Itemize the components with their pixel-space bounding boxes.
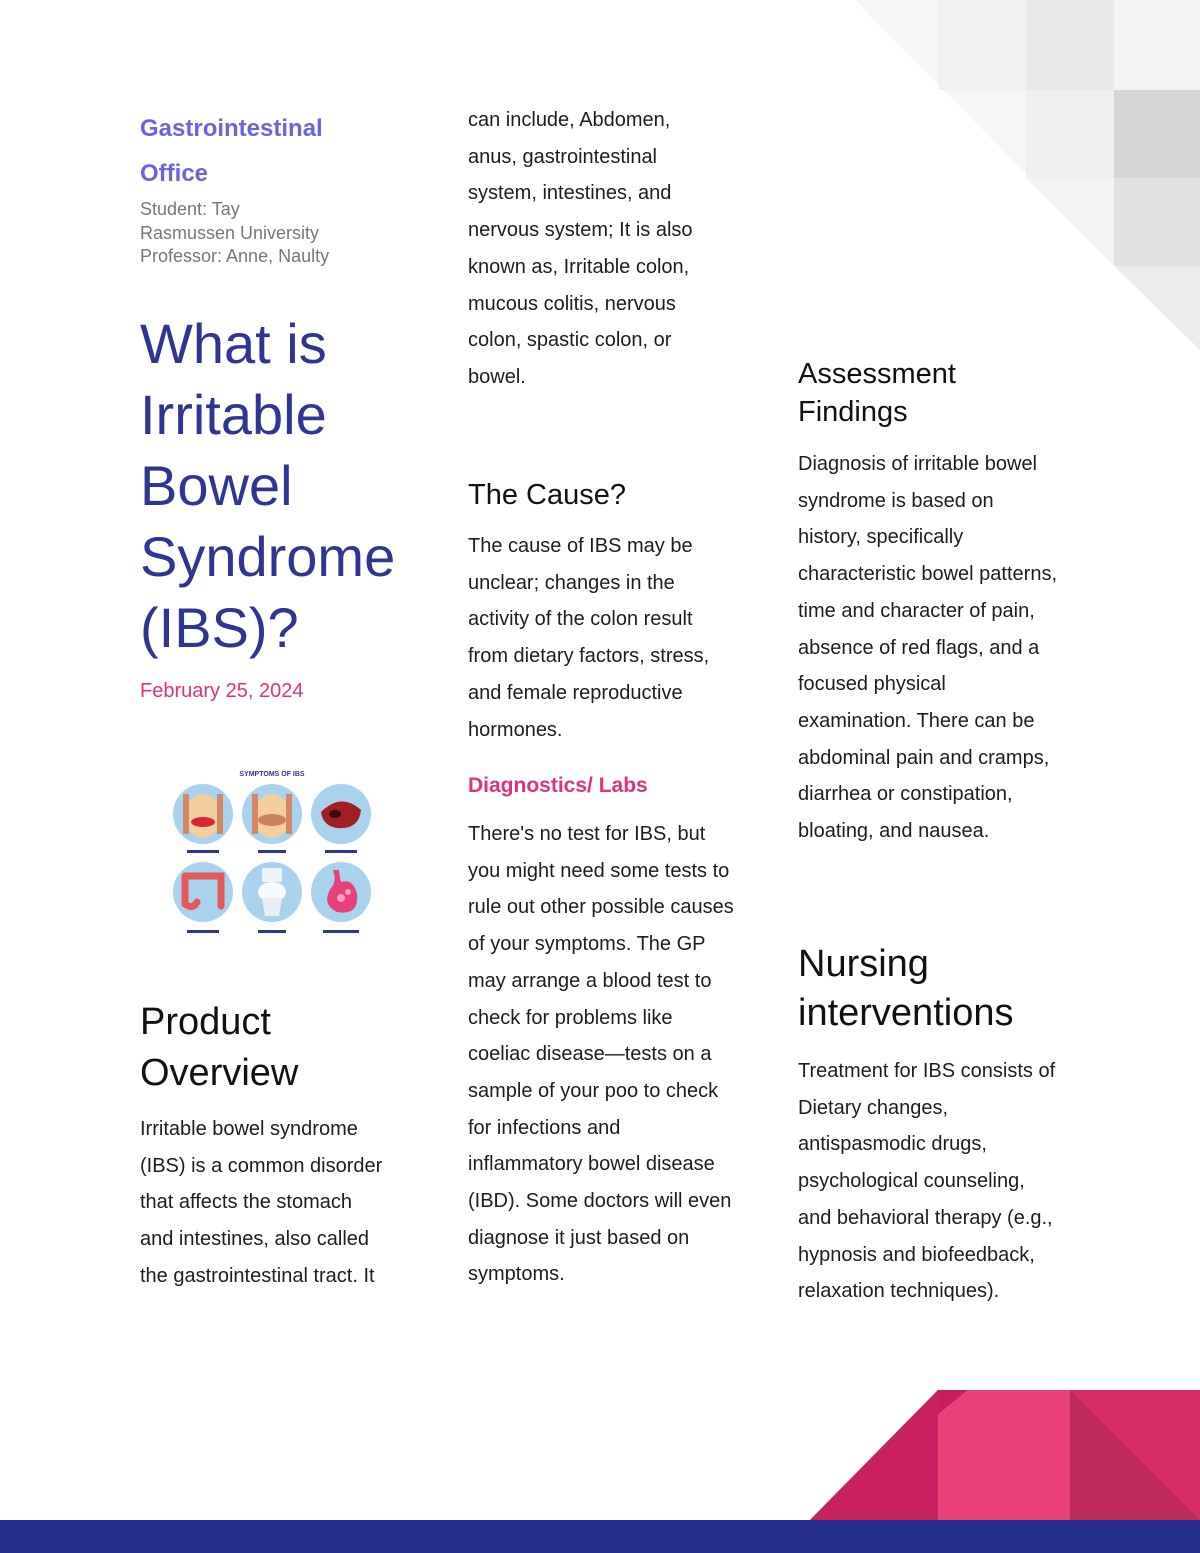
toilet-icon xyxy=(242,862,302,933)
abdomen-pain-icon xyxy=(173,784,233,853)
nursing-text: Treatment for IBS consists of Dietary changes, antispasmodic drugs, psychological counseling, and behavioral therapy (e.g., hypnosis and biofeedback, relaxation techniques). xyxy=(798,1060,1056,1303)
diagnostics-heading: Diagnostics/ Labs xyxy=(468,774,648,797)
bloating-icon xyxy=(311,784,371,853)
continuation-text: can include, Abdomen, anus, gastrointestinal system, intestines, and nervous system; It is also known as, Irritable colon, mucous colitis, nervous colon, spastic colon, or bowel. xyxy=(468,109,693,388)
page-title: What is Irritable Bowel Syndrome (IBS)? xyxy=(140,312,396,659)
assessment-heading: Assessment Findings xyxy=(798,358,956,428)
document-date: February 25, 2024 xyxy=(140,680,304,702)
figure-heading: SYMPTOMS OF IBS xyxy=(239,771,305,778)
pink-corner-decoration xyxy=(810,1390,1200,1520)
cause-text: The cause of IBS may be unclear; changes in the activity of the colon result from dietary factors, stress, and female reproductive hormones. xyxy=(468,535,710,741)
cause-heading: The Cause? xyxy=(468,479,626,511)
author-info xyxy=(140,198,400,269)
stomach-icon xyxy=(311,862,371,933)
footer-bar xyxy=(0,1520,1200,1553)
assessment-text: Diagnosis of irritable bowel syndrome is based on history, specifically characteristic bowel patterns, time and character of pain, absence of red flags, and a focused physical examination. There can be abdominal pain and cramps, diarrhea or constipation, bloating, and nausea. xyxy=(798,453,1058,843)
university-line: Rasmussen University xyxy=(140,222,320,243)
office-name: Gastrointestinal Office xyxy=(140,115,323,187)
cramping-icon xyxy=(242,784,302,853)
product-overview-heading: Product Overview xyxy=(140,1001,299,1094)
intestines-icon xyxy=(173,862,233,933)
ibs-symptoms-figure xyxy=(165,764,379,940)
student-line: Student: Tay xyxy=(140,199,240,219)
professor-line: Professor: Anne, Naulty xyxy=(140,246,330,266)
product-overview-text: Irritable bowel syndrome (IBS) is a common disorder that affects the stomach and intestines, also called the gastrointestinal tract. It xyxy=(140,1118,383,1287)
grey-mosaic-decoration xyxy=(855,0,1200,350)
nursing-heading: Nursing interventions xyxy=(798,943,1014,1034)
diagnostics-text: There's no test for IBS, but you might need some tests to rule out other possible causes of your symptoms. The GP may arrange a blood test to check for problems like coeliac disease—tests on a sample of your poo to check for infections and inflammatory bowel disease (IBD). Some doctors will even diagnose it just based on symptoms. xyxy=(468,823,734,1286)
